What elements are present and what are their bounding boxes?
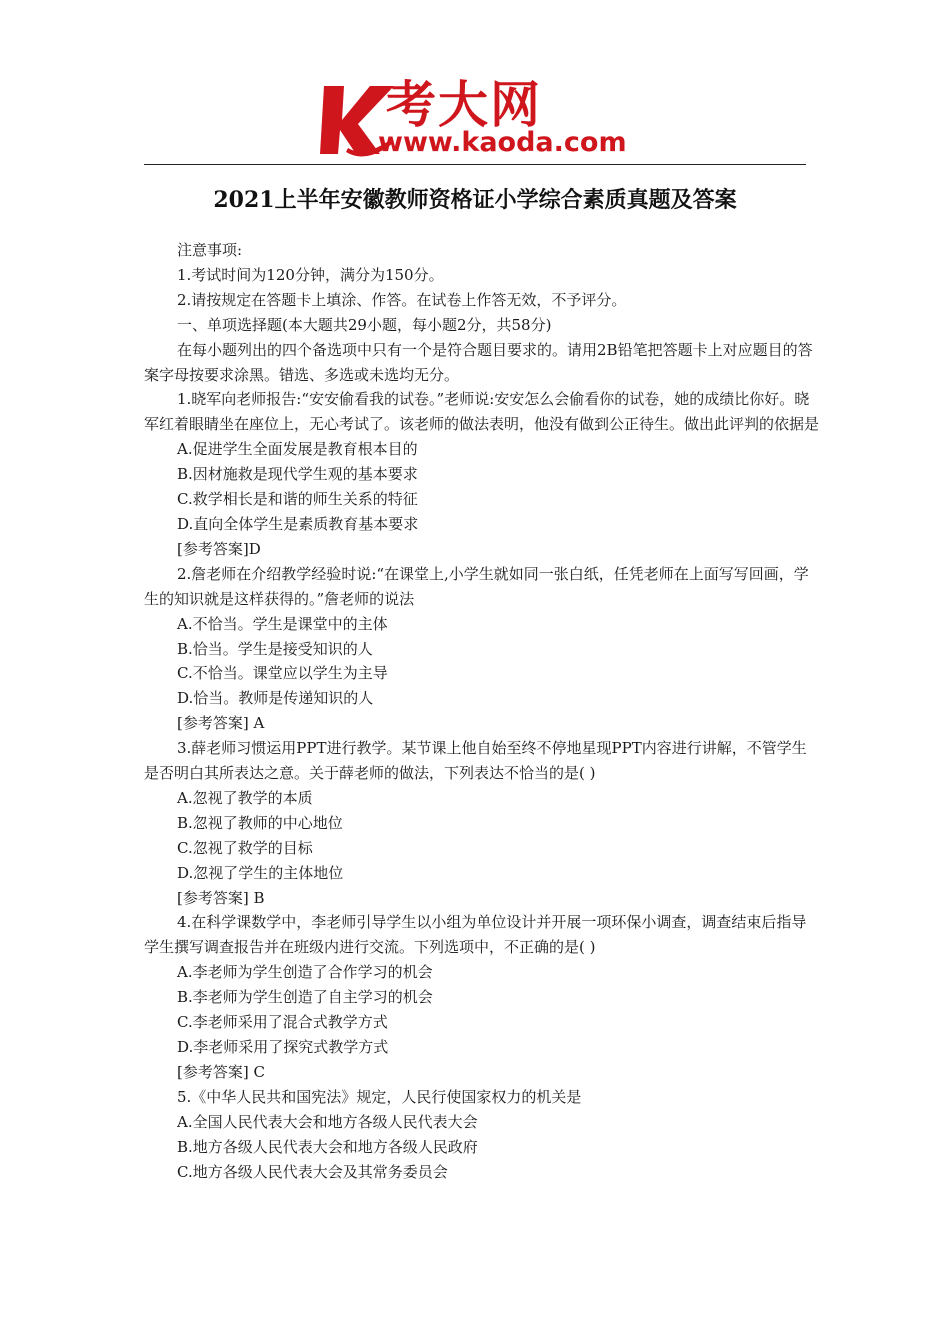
question-2: 2.詹老师在介绍教学经验时说:“在课堂上,小学生就如同一张白纸，任凭老师在上面写写回画，学生的知识就是这样获得的。”詹老师的说法 (144, 564, 809, 608)
question-3: 3.薛老师习惯运用PPT进行教学。某节课上他自始至终不停地星现PPT内容进行讲解，不管学生是否明白其所表达之意。关于薛老师的做法，下列表达不恰当的是( ) (144, 739, 807, 783)
paragraph: 2.请按规定在答题卡上填涂、作答。在试卷上作答无效，不予评分。 (177, 290, 627, 309)
option: A.不恰当。学生是课堂中的主体 (177, 614, 388, 633)
answer: [参考答案] A (177, 714, 265, 733)
answer: [参考答案]D (177, 539, 261, 558)
option: A.忽视了教学的本质 (177, 788, 313, 807)
kaoda-logo (318, 78, 648, 160)
option: D.忽视了学生的主体地位 (177, 863, 344, 882)
option: B.李老师为学生创造了自主学习的机会 (177, 988, 433, 1007)
document-body (144, 238, 820, 1184)
logo-url-text: www.kaoda.com (378, 127, 627, 158)
paragraph: 1.考试时间为120分钟，满分为150分。 (177, 265, 444, 284)
option: A.李老师为学生创造了合作学习的机会 (177, 963, 433, 982)
answer: [参考答案] C (177, 1062, 265, 1081)
option: A.全国人民代表大会和地方各级人民代表大会 (177, 1112, 478, 1131)
option: B.忽视了教师的中心地位 (177, 813, 343, 832)
option: D.恰当。教师是传递知识的人 (177, 689, 374, 708)
option: B.恰当。学生是接受知识的人 (177, 639, 373, 658)
option: D.直向全体学生是素质教育基本要求 (177, 514, 419, 533)
option: A.促进学生全面发展是教育根本目的 (177, 440, 418, 459)
option: C.救学相长是和谐的师生关系的特征 (177, 490, 418, 509)
answer: [参考答案] B (177, 888, 265, 907)
paragraph: 在每小题列出的四个备选项中只有一个是符合题目要求的。请用2B铅笔把答题卡上对应题目的答案字母按要求涂黑。错选、多选或未选均无分。 (144, 340, 813, 384)
option: C.地方各级人民代表大会及其常务委员会 (177, 1162, 448, 1181)
question-5: 5.《中华人民共和国宪法》规定，人民行使国家权力的机关是 (177, 1087, 582, 1106)
question-1: 1.晓军向老师报告:“安安偷看我的试卷。”老师说:安安怎么会偷看你的试卷，她的成绩比你好。晓军红着眼睛坐在座位上，无心考试了。该老师的做法表明，他没有做到公正待生。做出此评判的依据是 (144, 390, 820, 434)
option: C.忽视了救学的目标 (177, 838, 313, 857)
paragraph: 一、单项选择题(本大题共29小题，每小题2分，共58分) (177, 315, 552, 334)
option: B.地方各级人民代表大会和地方各级人民政府 (177, 1137, 478, 1156)
header-divider (144, 164, 806, 165)
paragraph: 注意事项: (177, 241, 243, 259)
document-title: 2021上半年安徽教师资格证小学综合素质真题及答案 (213, 187, 737, 213)
option: C.不恰当。课堂应以学生为主导 (177, 664, 388, 683)
question-4: 4.在科学课数学中，李老师引导学生以小组为单位设计并开展一项环保小调查，调查结束后指导学生撰写调查报告并在班级内进行交流。下列选项中，不正确的是( ) (144, 913, 807, 957)
option: B.因材施救是现代学生观的基本要求 (177, 465, 418, 484)
option: D.李老师采用了探究式教学方式 (177, 1038, 389, 1056)
option: C.李老师采用了混合式教学方式 (177, 1013, 388, 1032)
logo-chinese-text: 考大网 (386, 76, 542, 134)
